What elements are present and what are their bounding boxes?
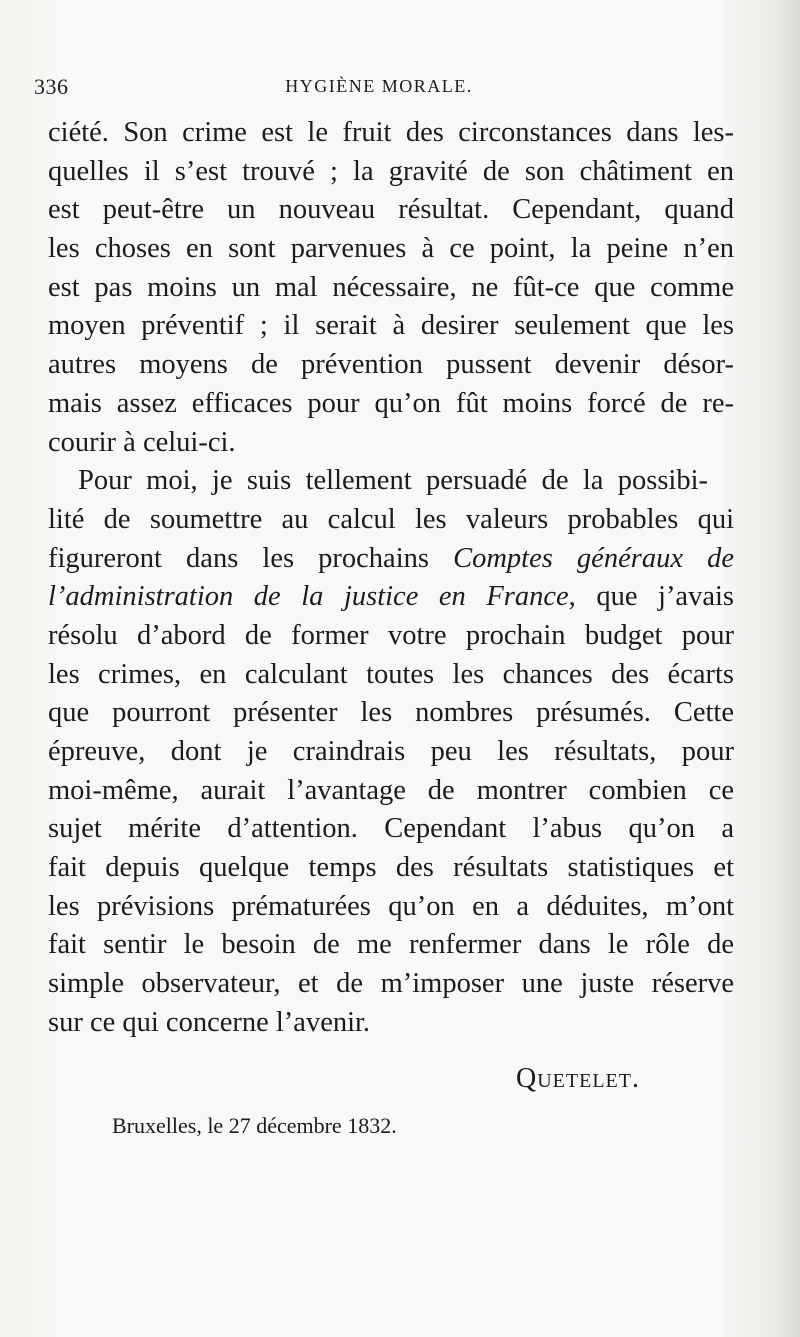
page-number: 336 xyxy=(34,74,69,99)
body-text xyxy=(48,114,734,1043)
text-line: sur ce qui concerne l’avenir. xyxy=(48,1006,371,1038)
author-signature: Quetelet. xyxy=(516,1063,640,1094)
text-line: courir à celui-ci. xyxy=(48,426,236,458)
text-line: quelles il s’est trouvé ; la gravité de son châtiment en xyxy=(48,155,734,187)
text-line: autres moyens de prévention pussent devenir désor- xyxy=(48,349,734,381)
text-line: les prévisions prématurées qu’on en a déduites, m’ont xyxy=(48,890,734,922)
text-line: fait sentir le besoin de me renfermer dans le rôle de xyxy=(48,929,734,961)
text-line: les crimes, en calculant toutes les chances des écarts xyxy=(48,658,734,690)
running-head: HYGIÈNE MORALE. xyxy=(285,76,473,96)
page-header xyxy=(34,74,724,104)
text-line: fait depuis quelque temps des résultats statistiques et xyxy=(48,852,734,884)
paragraph-2 xyxy=(48,462,734,1042)
text-line xyxy=(48,540,734,579)
text-line: lité de soumettre au calcul les valeurs probables qui xyxy=(48,503,734,535)
text-line xyxy=(48,578,734,617)
text-run: figureront dans les prochains xyxy=(48,542,454,574)
text-line: épreuve, dont je craindrais peu les résultats, pour xyxy=(48,736,734,767)
text-line: sujet mérite d’attention. Cependant l’abus qu’on a xyxy=(48,813,734,845)
text-line: mais assez efficaces pour qu’on fût moins forcé de re- xyxy=(48,387,734,419)
text-line: est pas moins un mal nécessaire, ne fût-ce que comme xyxy=(48,271,734,303)
paragraph-1 xyxy=(48,114,734,462)
text-line: moyen préventif ; il serait à desirer seulement que les xyxy=(48,310,734,342)
text-line: Pour moi, je suis tellement persuadé de la possibi- xyxy=(78,465,708,497)
italic-title: l’administration de la justice en France xyxy=(48,581,569,613)
text-line: ciété. Son crime est le fruit des circonstances dans les- xyxy=(48,117,734,148)
text-line: que pourront présenter les nombres présumés. Cette xyxy=(48,697,734,729)
text-run: , que j’avais xyxy=(568,581,734,613)
text-line: moi-même, aurait l’avantage de montrer combien ce xyxy=(48,774,734,806)
text-line: les choses en sont parvenues à ce point, la peine n’en xyxy=(48,233,734,265)
text-line: est peut-être un nouveau résultat. Cependant, quand xyxy=(48,194,734,226)
text-line: résolu d’abord de former votre prochain budget pour xyxy=(48,619,734,651)
text-line: simple observateur, et de m’imposer une juste réserve xyxy=(48,968,734,1000)
dateline: Bruxelles, le 27 décembre 1832. xyxy=(112,1113,397,1138)
italic-title: Comptes généraux de xyxy=(453,542,734,574)
